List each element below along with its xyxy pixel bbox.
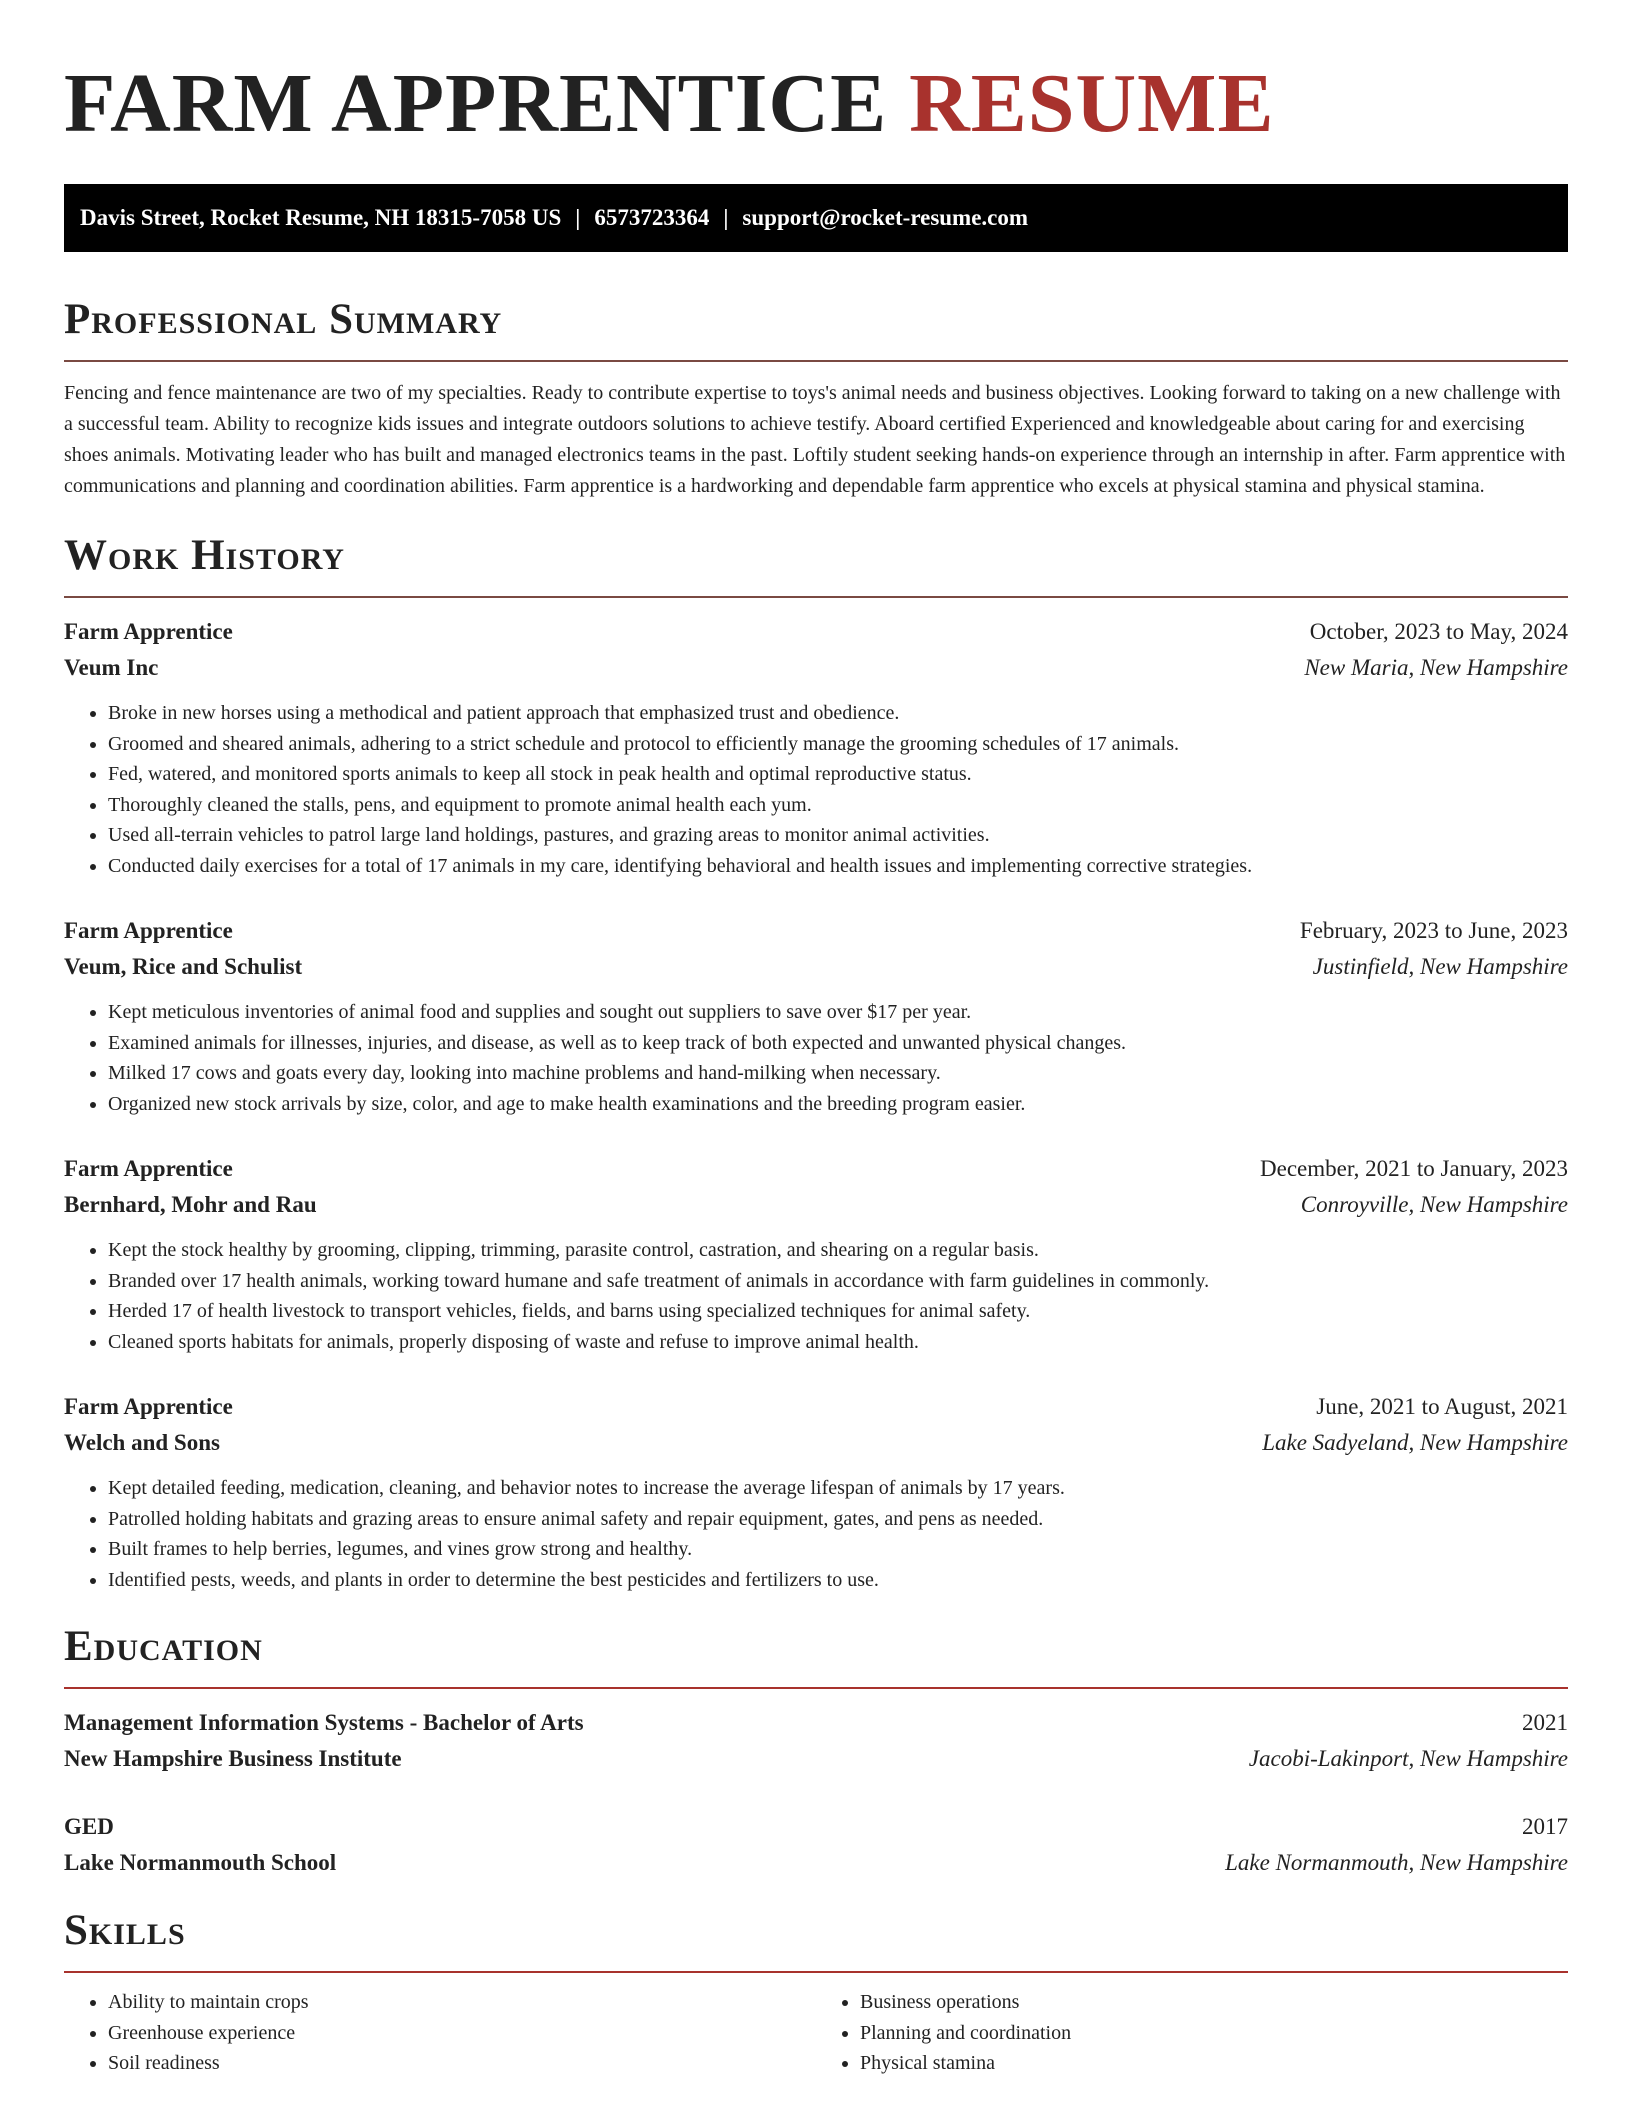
- education-section: [64, 1621, 1568, 1881]
- job-list: [64, 614, 1568, 1595]
- section-divider: [64, 1687, 1568, 1689]
- job-location: Justinfield, New Hampshire: [1312, 954, 1568, 979]
- job-bullet: • Used all-terrain vehicles to patrol large land holdings, pastures, and grazing areas to monitor animal activities.: [108, 820, 1568, 851]
- skill-item: • Greenhouse experience: [108, 2018, 816, 2049]
- job-bullet: • Fed, watered, and monitored sports animals to keep all stock in peak health and optimal reproductive status.: [108, 759, 1568, 790]
- job-bullet: • Identified pests, weeds, and plants in order to determine the best pesticides and fertilizers to use.: [108, 1565, 1568, 1596]
- job-company-row: [64, 949, 1568, 985]
- job-title: Farm Apprentice: [64, 1394, 233, 1419]
- job-entry: [64, 1389, 1568, 1595]
- job-bullet-list: [64, 1473, 1568, 1595]
- education-header-row: [64, 1809, 1568, 1845]
- job-bullet: • Conducted daily exercises for a total of 17 animals in my care, identifying behavioral and health issues and implementing corrective strategies.: [108, 851, 1568, 882]
- job-bullet: • Milked 17 cows and goats every day, looking into machine problems and hand-milking when necessary.: [108, 1058, 1568, 1089]
- education-degree: GED: [64, 1814, 114, 1839]
- job-title: Farm Apprentice: [64, 918, 233, 943]
- job-bullet: • Examined animals for illnesses, injuries, and disease, as well as to keep track of both expected and unwanted physical changes.: [108, 1028, 1568, 1059]
- job-company-row: [64, 650, 1568, 686]
- education-school: Lake Normanmouth School: [64, 1850, 337, 1875]
- job-bullet: • Organized new stock arrivals by size, color, and age to make health examinations and the breeding program easier.: [108, 1089, 1568, 1120]
- job-bullet-list: [64, 1235, 1568, 1357]
- education-location: Jacobi-Lakinport, New Hampshire: [1248, 1746, 1568, 1771]
- education-school-row: [64, 1845, 1568, 1881]
- skill-item: • Physical stamina: [860, 2048, 1568, 2079]
- summary-section: [64, 294, 1568, 502]
- education-entry: [64, 1705, 1568, 1777]
- section-divider: [64, 1971, 1568, 1973]
- job-entry: [64, 1151, 1568, 1357]
- job-entry: [64, 614, 1568, 881]
- job-bullet: • Kept detailed feeding, medication, cleaning, and behavior notes to increase the average lifespan of animals by 17 years.: [108, 1473, 1568, 1504]
- section-divider: [64, 596, 1568, 598]
- job-company-row: [64, 1425, 1568, 1461]
- job-company: Welch and Sons: [64, 1430, 220, 1455]
- job-bullet: • Kept the stock healthy by grooming, clipping, trimming, parasite control, castration, and shearing on a regular basis.: [108, 1235, 1568, 1266]
- job-header-row: [64, 614, 1568, 650]
- job-location: New Maria, New Hampshire: [1304, 655, 1568, 680]
- job-company: Bernhard, Mohr and Rau: [64, 1192, 317, 1217]
- title-main: FARM APPRENTICE: [64, 57, 888, 150]
- skills-columns: [64, 1987, 1568, 2079]
- job-bullet: • Branded over 17 health animals, working toward humane and safe treatment of animals in accordance with farm guidelines in commonly.: [108, 1266, 1568, 1297]
- job-bullet: • Broke in new horses using a methodical and patient approach that emphasized trust and obedience.: [108, 698, 1568, 729]
- skills-list-left: [64, 1987, 816, 2079]
- contact-email: support@rocket-resume.com: [742, 205, 1029, 230]
- work-heading: Work History: [64, 532, 345, 579]
- education-year: 2017: [1522, 1814, 1568, 1839]
- resume-title: [64, 0, 1568, 152]
- education-list: [64, 1705, 1568, 1881]
- job-dates: June, 2021 to August, 2021: [1316, 1394, 1568, 1419]
- job-bullet: • Patrolled holding habitats and grazing areas to ensure animal safety and repair equipment, gates, and pens as needed.: [108, 1504, 1568, 1535]
- skills-heading: Skills: [64, 1907, 186, 1954]
- title-accent: RESUME: [909, 57, 1275, 150]
- education-heading: Education: [64, 1623, 263, 1670]
- education-degree: Management Information Systems - Bachelor of Arts: [64, 1710, 584, 1735]
- education-header-row: [64, 1705, 1568, 1741]
- contact-address: Davis Street, Rocket Resume, NH 18315-7058 US: [80, 205, 562, 230]
- job-bullet: • Herded 17 of health livestock to transport vehicles, fields, and barns using specialized techniques for animal safety.: [108, 1296, 1568, 1327]
- skills-list-right: [816, 1987, 1568, 2079]
- job-company: Veum Inc: [64, 655, 159, 680]
- job-company: Veum, Rice and Schulist: [64, 954, 303, 979]
- education-entry: [64, 1809, 1568, 1881]
- job-header-row: [64, 1151, 1568, 1187]
- education-school: New Hampshire Business Institute: [64, 1746, 402, 1771]
- job-entry: [64, 913, 1568, 1119]
- job-bullet: • Groomed and sheared animals, adhering to a strict schedule and protocol to efficiently manage the grooming schedules of 17 animals.: [108, 729, 1568, 760]
- work-section: [64, 530, 1568, 1595]
- education-location: Lake Normanmouth, New Hampshire: [1225, 1850, 1568, 1875]
- job-bullet: • Built frames to help berries, legumes, and vines grow strong and healthy.: [108, 1534, 1568, 1565]
- job-dates: February, 2023 to June, 2023: [1299, 918, 1568, 943]
- job-bullet: • Thoroughly cleaned the stalls, pens, and equipment to promote animal health each yum.: [108, 790, 1568, 821]
- contact-phone: 6573723364: [594, 205, 710, 230]
- contact-separator: |: [723, 205, 729, 230]
- job-dates: October, 2023 to May, 2024: [1309, 619, 1568, 644]
- job-title: Farm Apprentice: [64, 619, 233, 644]
- section-divider: [64, 360, 1568, 362]
- contact-bar: [64, 184, 1568, 252]
- job-header-row: [64, 1389, 1568, 1425]
- job-bullet-list: [64, 997, 1568, 1119]
- job-bullet-list: [64, 698, 1568, 881]
- job-title: Farm Apprentice: [64, 1156, 233, 1181]
- skill-item: • Business operations: [860, 1987, 1568, 2018]
- skills-section: [64, 1905, 1568, 2079]
- job-location: Lake Sadyeland, New Hampshire: [1262, 1430, 1568, 1455]
- job-header-row: [64, 913, 1568, 949]
- job-dates: December, 2021 to January, 2023: [1260, 1156, 1568, 1181]
- skill-item: • Soil readiness: [108, 2048, 816, 2079]
- job-location: Conroyville, New Hampshire: [1300, 1192, 1568, 1217]
- job-bullet: • Kept meticulous inventories of animal food and supplies and sought out suppliers to save over $17 per year.: [108, 997, 1568, 1028]
- resume-page: [64, 0, 1568, 2079]
- skill-item: • Planning and coordination: [860, 2018, 1568, 2049]
- job-bullet: • Cleaned sports habitats for animals, properly disposing of waste and refuse to improve animal health.: [108, 1327, 1568, 1358]
- education-school-row: [64, 1741, 1568, 1777]
- skill-item: • Ability to maintain crops: [108, 1987, 816, 2018]
- education-year: 2021: [1522, 1710, 1568, 1735]
- contact-separator: |: [575, 205, 581, 230]
- job-company-row: [64, 1187, 1568, 1223]
- summary-text: Fencing and fence maintenance are two of my specialties. Ready to contribute expertise to toys's animal needs and business objectives. Looking forward to taking on a new challenge with a successful team. Ability to recognize kids issues and integrate outdoors solutions to achieve testify. Aboard certified Experienced and knowledgeable about caring for and exercising shoes animals. Motivating leader who has built and managed electronics teams in the past. Loftily student seeking hands-on experience through an internship in after. Farm apprentice with communications and planning and coordination abilities. Farm apprentice is a hardworking and dependable farm apprentice who excels at physical stamina and physical stamina.: [64, 382, 1566, 497]
- summary-heading: Professional Summary: [64, 296, 503, 343]
